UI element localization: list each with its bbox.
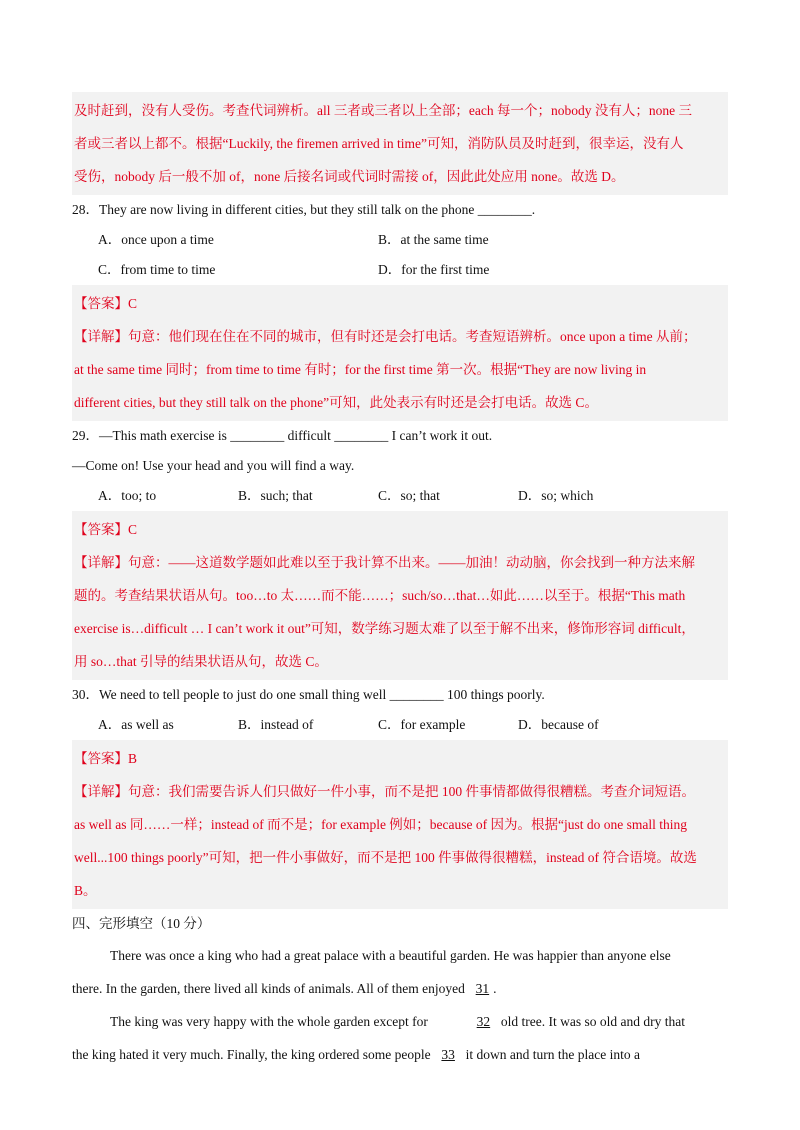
cloze-text: it down and turn the place into a [465, 1047, 640, 1062]
q27-explanation-box [72, 92, 728, 195]
q29-detail-line: exercise is…difficult … I can’t work it out”可知，数学练习题太难了以至于解不出来，修饰形容词 difficult， [74, 621, 695, 636]
q30-detail-line: B。 [74, 883, 97, 898]
q28-answer: 【答案】C [74, 296, 138, 311]
cloze-text: There was once a king who had a great palace with a beautiful garden. He was happier than anyone else [110, 948, 671, 963]
q30-option-c: C．for example [378, 717, 466, 732]
q30-stem: 30．We need to tell people to just do one small thing well ________ 100 things poorly. [72, 687, 545, 702]
q28-detail-line: different cities, but they still talk on the phone”可知，此处表示有时还是会打电话。故选 C。 [74, 395, 598, 410]
q29-detail-line: 题的。考查结果状语从句。too…to 太……而不能……；such/so…that…如此……以至于。根据“This math [74, 588, 686, 603]
q29-option-b: B．such; that [238, 488, 313, 503]
q28-option-d: D．for the first time [378, 262, 490, 277]
cloze-text: old tree. It was so old and dry that [500, 1014, 685, 1029]
q28-stem: 28．They are now living in different cities, but they still talk on the phone ________. [72, 202, 536, 217]
q28-detail-line: at the same time 同时；from time to time 有时；for the first time 第一次。根据“They are now living in [74, 362, 647, 377]
q27-detail-line: 者或三者以上都不。根据“Luckily, the firemen arrived in time”可知，消防队员及时赶到，很幸运，没有人 [74, 136, 684, 151]
q29-option-c: C．so; that [378, 488, 440, 503]
q28-detail-line: 【详解】句意：他们现在住在不同的城市，但有时还是会打电话。考查短语辨析。once upon a time 从前； [74, 329, 697, 344]
cloze-text: the king hated it very much. Finally, the king ordered some people [72, 1047, 431, 1062]
q29-detail-line: 用 so…that 引导的结果状语从句，故选 C。 [74, 654, 328, 669]
q30-detail-line: as well as 同……一样；instead of 而不是；for example 例如；because of 因为。根据“just do one small thing [74, 817, 688, 832]
cloze-text: there. In the garden, there lived all kinds of animals. All of them enjoyed [72, 981, 465, 996]
cloze-text: . [493, 981, 497, 996]
q28-option-b: B．at the same time [378, 232, 489, 247]
q30-option-a: A．as well as [98, 717, 174, 732]
cloze-paragraph-line [72, 1038, 728, 1071]
q29-explanation-box [72, 511, 728, 680]
q28-options-row [72, 255, 728, 285]
q29-option-d: D．so; which [518, 488, 594, 503]
page-content [72, 92, 728, 1071]
q29-stem: 29．—This math exercise is ________ difficult ________ I can’t work it out. [72, 428, 493, 443]
cloze-blank-31: 31 [475, 981, 490, 996]
q30-answer: 【答案】B [74, 751, 138, 766]
q29-detail-line: 【详解】句意：——这道数学题如此难以至于我计算不出来。——加油！动动脑，你会找到一种方法来解 [74, 555, 695, 570]
q27-detail-line: 及时赶到，没有人受伤。考查代词辨析。all 三者或三者以上全部；each 每一个；nobody 没有人；none 三 [74, 103, 692, 118]
cloze-paragraph-line [72, 972, 728, 1005]
q28-explanation-box [72, 285, 728, 421]
q30-detail-line: well...100 things poorly”可知，把一件小事做好，而不是把 100 件事做得很糟糕，instead of 符合语境。故选 [74, 850, 697, 865]
cloze-blank-32: 32 [476, 1014, 491, 1029]
cloze-paragraph-line [72, 1005, 728, 1038]
q29-options-row [72, 481, 728, 511]
q29-stem-reply: —Come on! Use your head and you will find a way. [72, 458, 355, 473]
q28-option-a: A．once upon a time [98, 232, 214, 247]
q28-option-c: C．from time to time [98, 262, 216, 277]
q30-options-row [72, 710, 728, 740]
q29-answer: 【答案】C [74, 522, 138, 537]
cloze-text: The king was very happy with the whole garden except for [110, 1014, 428, 1029]
q27-detail-line: 受伤，nobody 后一般不加 of，none 后接名词或代词时需接 of，因此此处应用 none。故选 D。 [74, 169, 625, 184]
cloze-paragraph-line [72, 939, 728, 972]
q30-option-b: B．instead of [238, 717, 314, 732]
section-title: 四、完形填空（10 分） [72, 916, 211, 931]
cloze-blank-33: 33 [441, 1047, 455, 1062]
q29-option-a: A．too; to [98, 488, 157, 503]
q30-option-d: D．because of [518, 717, 599, 732]
q30-detail-line: 【详解】句意：我们需要告诉人们只做好一件小事，而不是把 100 件事情都做得很糟糕。考查介词短语。 [74, 784, 695, 799]
q30-explanation-box [72, 740, 728, 909]
q28-options-row [72, 225, 728, 255]
